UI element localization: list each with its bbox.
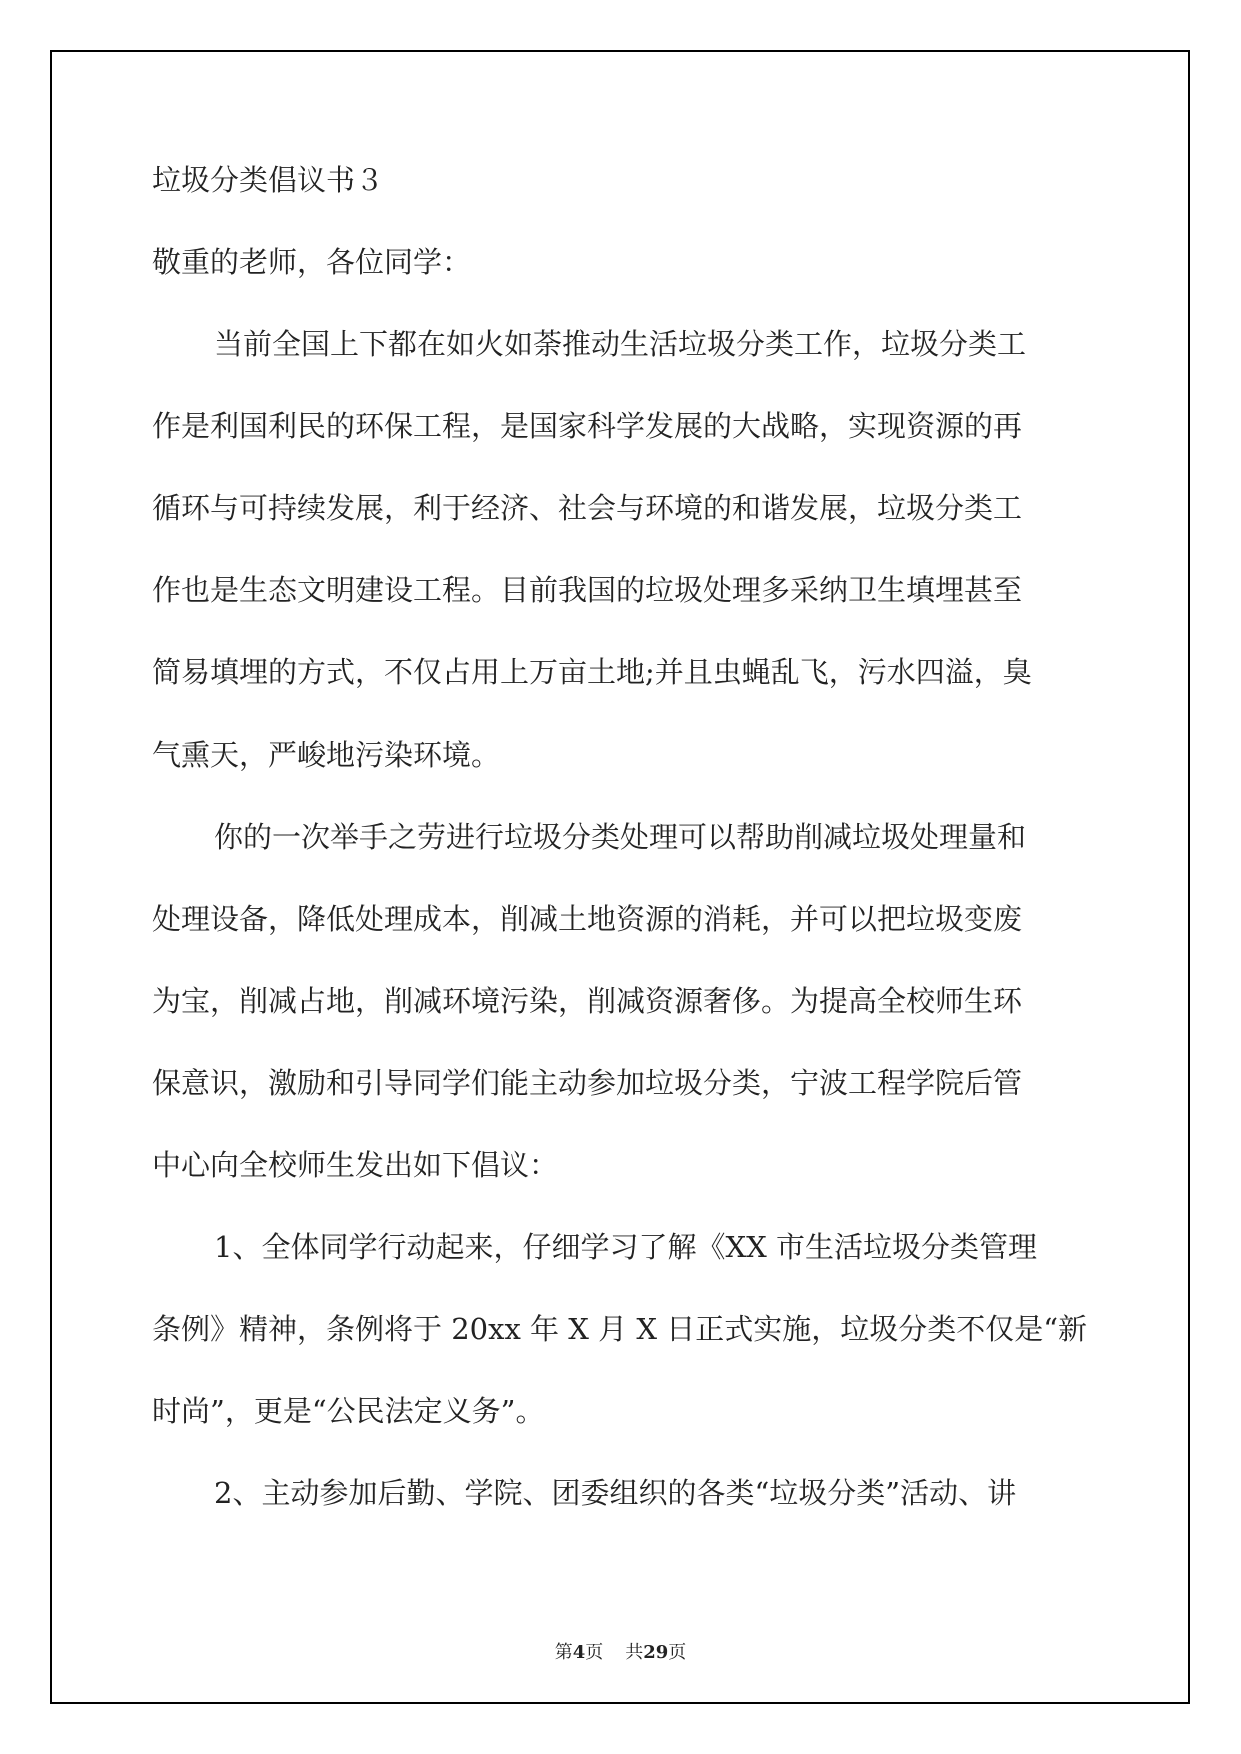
paragraph-line: 1、全体同学行动起来，仔细学习了解《XX 市生活垃圾分类管理: [214, 1230, 1037, 1265]
paragraph-line: 作是利国利民的环保工程，是国家科学发展的大战略，实现资源的再: [152, 409, 1023, 444]
document-body: [152, 160, 1088, 1556]
page-prefix: 第: [554, 1642, 573, 1663]
paragraph-line: 简易填埋的方式，不仅占用上万亩土地;并且虫蝇乱飞，污水四溢，臭: [152, 655, 1032, 690]
paragraph-line: 条例》精神，条例将于 20xx 年 X 月 X 日正式实施，垃圾分类不仅是“新: [152, 1312, 1088, 1347]
page-number: 4: [572, 1642, 586, 1663]
paragraph-line: 2、主动参加后勤、学院、团委组织的各类“垃圾分类”活动、讲: [214, 1476, 1017, 1511]
page-suffix: 页: [585, 1642, 604, 1663]
paragraph-line: 循环与可持续发展，利于经济、社会与环境的和谐发展，垃圾分类工: [152, 491, 1023, 526]
total-pages: 29: [643, 1642, 669, 1663]
total-suffix: 页: [668, 1642, 687, 1663]
paragraph-line: 你的一次举手之劳进行垃圾分类处理可以帮助削减垃圾处理量和: [214, 819, 1027, 854]
page-footer: [0, 1638, 1241, 1664]
paragraph-line: 中心向全校师生发出如下倡议：: [152, 1148, 559, 1183]
paragraph-line: 处理设备，降低处理成本，削减土地资源的消耗，并可以把垃圾变废: [152, 901, 1023, 936]
paragraph-line: 时尚”，更是“公民法定义务”。: [152, 1394, 545, 1429]
salutation: 敬重的老师，各位同学：: [152, 245, 472, 279]
paragraph-line: 保意识，激励和引导同学们能主动参加垃圾分类，宁波工程学院后管: [152, 1065, 1023, 1100]
paragraph-line: 当前全国上下都在如火如荼推动生活垃圾分类工作，垃圾分类工: [214, 327, 1027, 362]
paragraph-line: 为宝，削减占地，削减环境污染，削减资源奢侈。为提高全校师生环: [152, 983, 1023, 1018]
document-title: 垃圾分类倡议书３: [152, 163, 385, 197]
paragraph-line: 气熏天，严峻地污染环境。: [152, 737, 501, 772]
total-prefix: 共: [625, 1642, 644, 1663]
paragraph-line: 作也是生态文明建设工程。目前我国的垃圾处理多采纳卫生填埋甚至: [152, 573, 1023, 608]
